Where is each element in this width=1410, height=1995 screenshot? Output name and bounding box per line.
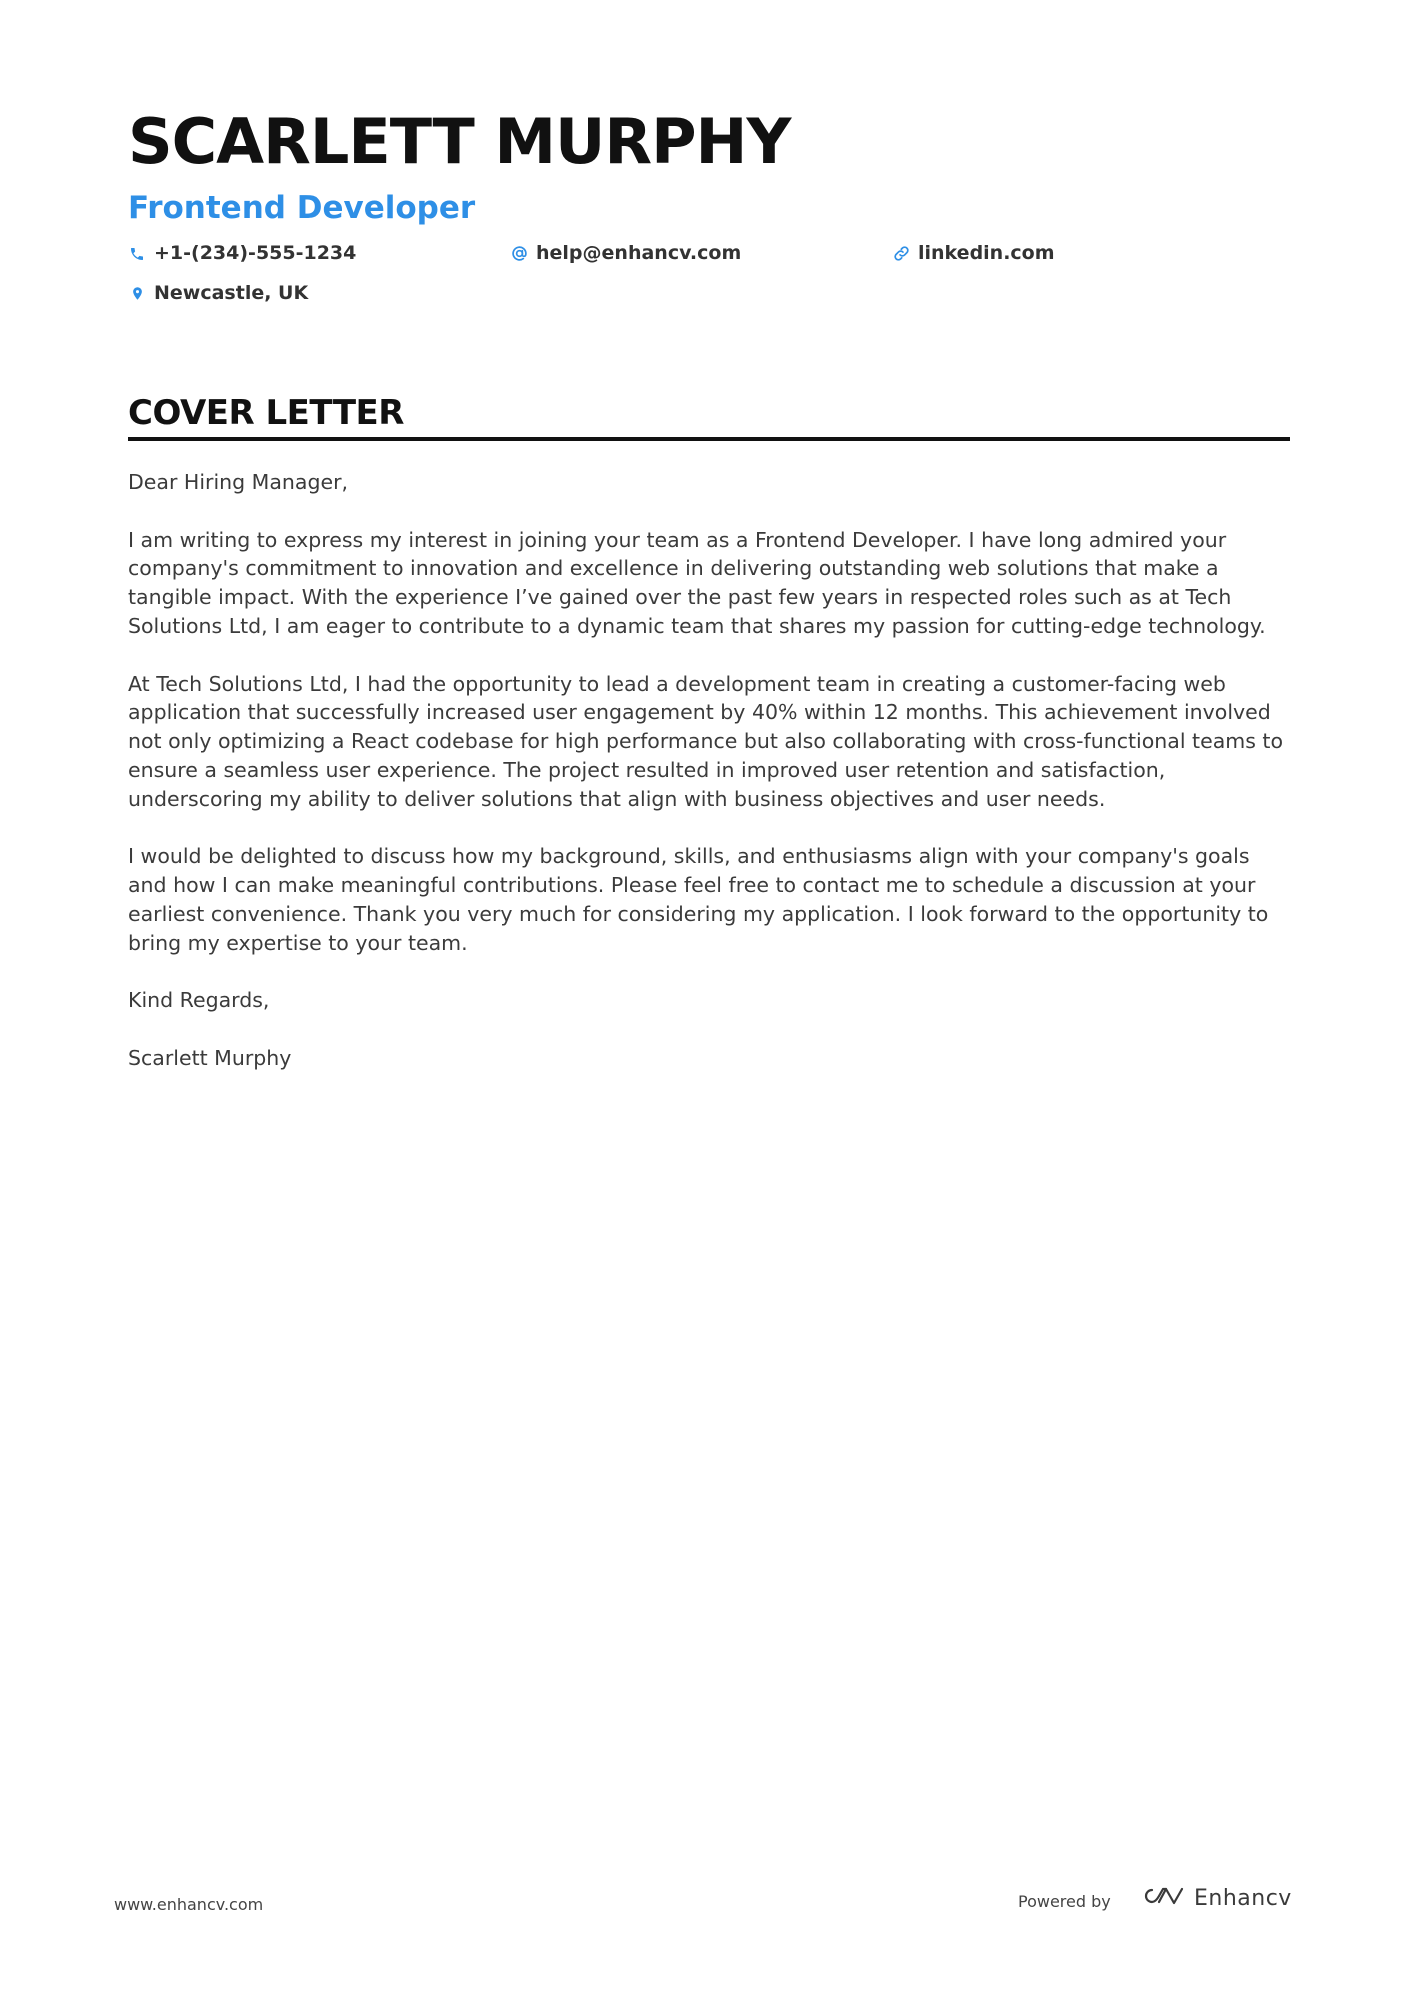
letter-paragraph: I would be delighted to discuss how my background, skills, and enthusiasms align with your company's goals and how I can make meaningful contributions. Please feel free to contact me to schedule a discussion at your earliest convenience. Thank you very much for considering my application. I look forward to the opportunity to bring my expertise to your team. xyxy=(128,844,1269,955)
letter-signature: Scarlett Murphy xyxy=(128,1045,292,1070)
footer-brand: Enhancv xyxy=(1194,1886,1292,1911)
letter-paragraph: I am writing to express my interest in joining your team as a Frontend Developer. I have long admired your company's commitment to innovation and excellence in delivering outstanding web solutions that make a tangible impact. With the experience I’ve gained over the past few years in respected roles such as at Tech Solutions Ltd, I am eager to contribute to a dynamic team that shares my passion for cutting-edge technology. xyxy=(128,527,1266,638)
contact-link xyxy=(892,244,1055,263)
letter-greeting: Dear Hiring Manager, xyxy=(128,470,349,494)
phone-icon xyxy=(128,245,146,263)
location-text: Newcastle, UK xyxy=(154,282,309,304)
job-title: Frontend Developer xyxy=(128,190,476,226)
link-text: linkedin.com xyxy=(918,242,1055,264)
footer-powered-by: Powered by xyxy=(1018,1892,1111,1911)
letter-closing: Kind Regards, xyxy=(128,988,270,1013)
contact-phone xyxy=(128,244,356,263)
letter-body xyxy=(128,468,1293,1102)
phone-text: +1-(234)-555-1234 xyxy=(154,242,357,264)
letter-paragraph: At Tech Solutions Ltd, I had the opportunity to lead a development team in creating a customer-facing web application that successfully increased user engagement by 40% within 12 months. This achievement involved not only optimizing a React codebase for high performance but also collaborating with cross-functional teams to ensure a seamless user experience. The project resulted in improved user retention and satisfaction, underscoring my ability to deliver solutions that align with business objectives and user needs. xyxy=(128,671,1283,811)
section-divider xyxy=(128,437,1290,441)
contact-email xyxy=(510,244,741,263)
location-pin-icon xyxy=(128,285,146,303)
footer-url[interactable]: www.enhancv.com xyxy=(114,1895,264,1914)
enhancv-logo-icon xyxy=(1138,1884,1184,1913)
at-icon xyxy=(510,245,528,263)
contact-location xyxy=(128,284,308,303)
section-title: COVER LETTER xyxy=(128,393,404,433)
email-text: help@enhancv.com xyxy=(536,242,742,264)
link-icon xyxy=(892,245,910,263)
applicant-name: SCARLETT MURPHY xyxy=(128,105,791,178)
footer-logo[interactable] xyxy=(1138,1884,1292,1913)
